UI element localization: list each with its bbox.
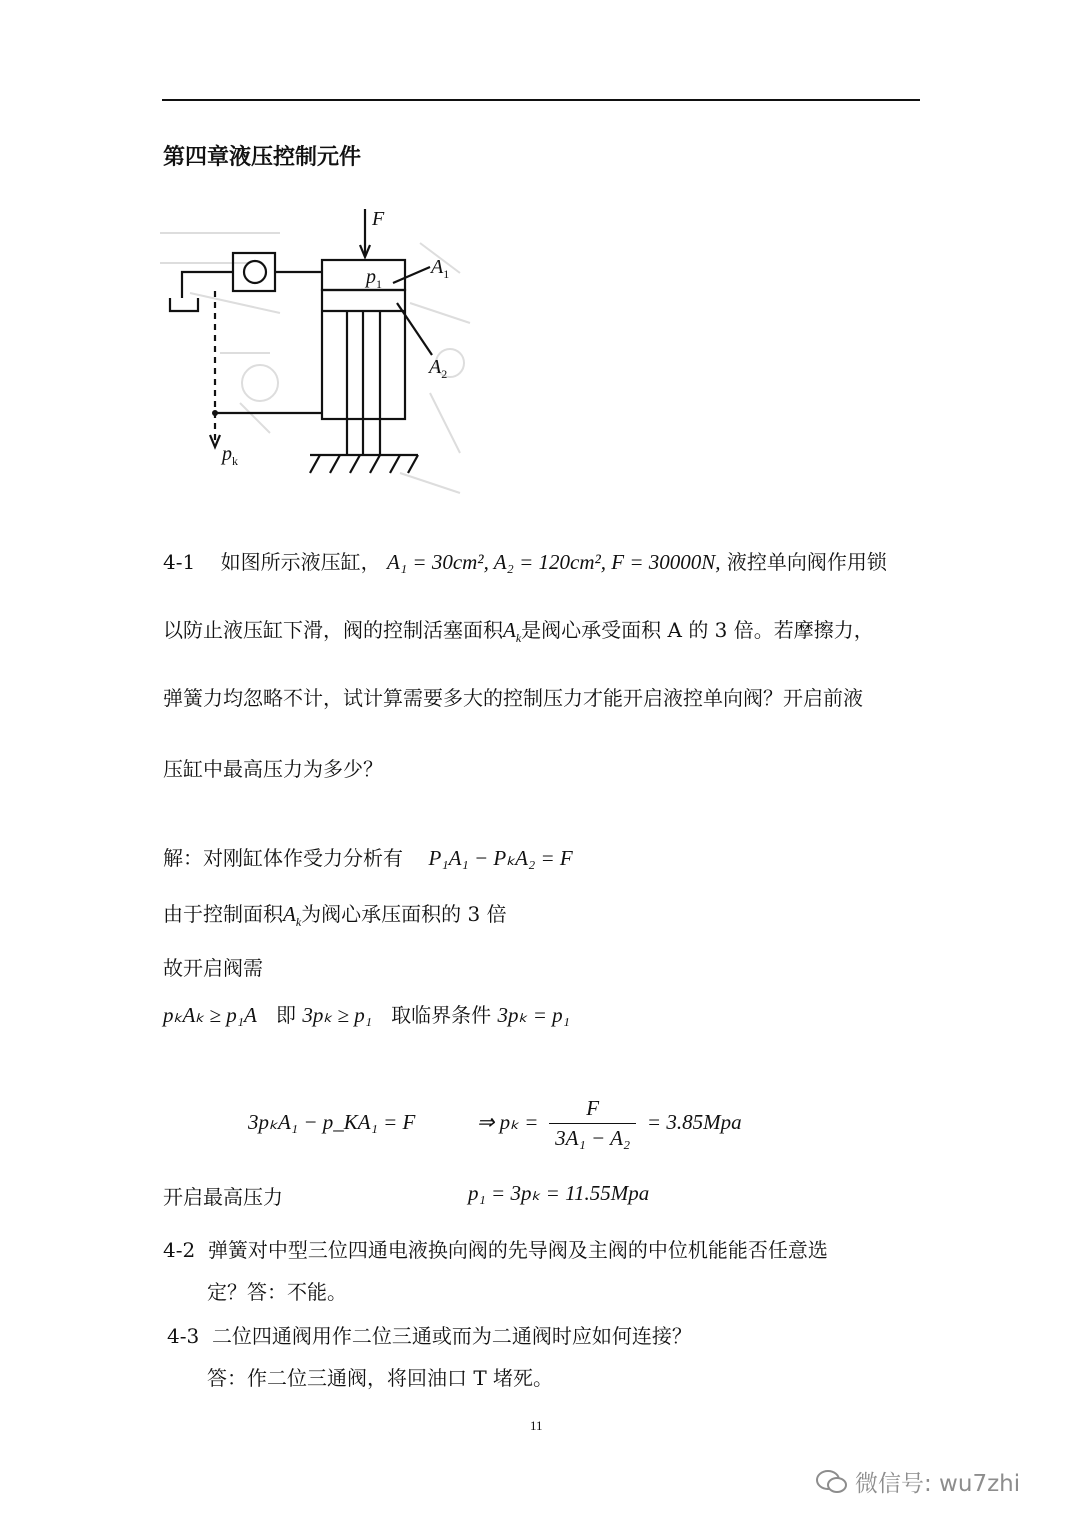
- q1-line1-tail: 液控单向阀作用锁: [726, 550, 887, 574]
- sol-eq-arrow: ⇒ pₖ =: [476, 1110, 539, 1134]
- sol-line-1: [163, 844, 573, 872]
- sol-l2-b: 为阀心承压面积的 3 倍: [301, 902, 507, 926]
- q1-line-3: 弹簧力均忽略不计，试计算需要多大的控制压力才能开启液控单向阀？开启前液: [163, 686, 863, 710]
- sol-line-6-text: 开启最高压力: [163, 1185, 283, 1209]
- sol-line-2: [163, 900, 507, 936]
- tank-pipe: [182, 272, 233, 298]
- q2-line-1: [163, 1236, 828, 1264]
- q1-intro: 如图所示液压缸，: [220, 550, 381, 574]
- sol-l4-f1: pₖAₖ ≥ p₁A: [163, 1003, 257, 1027]
- q1-line-2: [163, 616, 874, 652]
- watermark: [815, 1465, 1020, 1498]
- q2-line-2: 定？答：不能。: [207, 1280, 347, 1304]
- q1-line2-a: 以防止液压缸下滑，阀的控制活塞面积: [163, 618, 503, 642]
- sol-l4-t2: 取临界条件: [391, 1003, 492, 1027]
- q3-line-2: 答：作二位三通阀，将回油口 T 堵死。: [207, 1366, 554, 1390]
- q3-line1-text: 二位四通阀用作二位三通或而为二通阀时应如何连接？: [211, 1324, 692, 1348]
- sol-ak-symbol: $A_k$: [283, 902, 302, 930]
- a2-leader: [397, 303, 432, 355]
- label-A2: $A_2$: [429, 356, 448, 381]
- sol-l4-t1: 即: [275, 1003, 296, 1027]
- q3-line-1: [167, 1322, 692, 1350]
- sol-eq-fraction: [549, 1096, 636, 1151]
- ground-hatch: [310, 455, 418, 473]
- sol-eq-result: = 3.85Mpa: [646, 1110, 742, 1134]
- sol-l1-text: 解：对刚缸体作受力分析有: [163, 846, 403, 870]
- q1-line-4: 压缸中最高压力为多少？: [163, 757, 383, 781]
- q1-ak-symbol: $A_k$: [503, 618, 522, 646]
- sol-l6-formula-text: p₁ = 3pₖ = 11.55Mpa: [468, 1181, 650, 1205]
- sol-line-3: 故开启阀需: [163, 956, 263, 980]
- q1-number: 4-1: [163, 550, 196, 574]
- junction-dot: [212, 410, 218, 416]
- chapter-title: 第四章液压控制元件: [163, 145, 362, 170]
- label-p1: $p_1$: [366, 266, 382, 291]
- page-number: 11: [530, 1418, 543, 1433]
- sol-l1-formula: P₁A₁ − PₖA₂ = F: [428, 846, 573, 870]
- a1-leader: [393, 267, 430, 283]
- q2-number: 4-2: [163, 1238, 196, 1262]
- q3-number: 4-3: [167, 1324, 200, 1348]
- cylinder-cap: [322, 260, 405, 290]
- check-valve-box: [233, 253, 275, 291]
- hydraulic-cylinder-figure: [160, 203, 480, 499]
- header-rule: [162, 99, 920, 101]
- sol-eq-denominator: 3A₁ − A₂: [555, 1126, 631, 1150]
- q1-line-1: [163, 548, 887, 576]
- sol-l4-f3: 3pₖ = p₁: [497, 1003, 570, 1027]
- sol-l4-f2: 3pₖ ≥ p₁: [302, 1003, 373, 1027]
- q1-line2-b: 是阀心承受面积 A 的 3 倍。若摩擦力，: [521, 618, 874, 642]
- q1-formula: A₁ = 30cm², A₂ = 120cm², F = 30000N,: [387, 550, 721, 574]
- tank-icon: [170, 298, 198, 311]
- sol-line-4: [163, 1001, 570, 1029]
- sol-equation: [248, 1096, 742, 1151]
- label-A1: $A_1$: [431, 256, 450, 281]
- watermark-text: 微信号: wu7zhi: [855, 1471, 1021, 1497]
- sol-eq-numerator: F: [549, 1096, 636, 1124]
- sol-line-6-formula: [468, 1181, 649, 1206]
- wechat-icon: [815, 1468, 849, 1496]
- check-valve-ball-icon: [244, 261, 266, 283]
- label-pk: $p_k$: [222, 443, 238, 468]
- sol-l2-a: 由于控制面积: [163, 902, 283, 926]
- label-F: F: [372, 208, 385, 230]
- q2-line1-text: 弹簧对中型三位四通电液换向阀的先导阀及主阀的中位机能能否任意选: [207, 1238, 828, 1262]
- sol-eq-left: 3pₖA₁ − p_KA₁ = F: [248, 1110, 416, 1134]
